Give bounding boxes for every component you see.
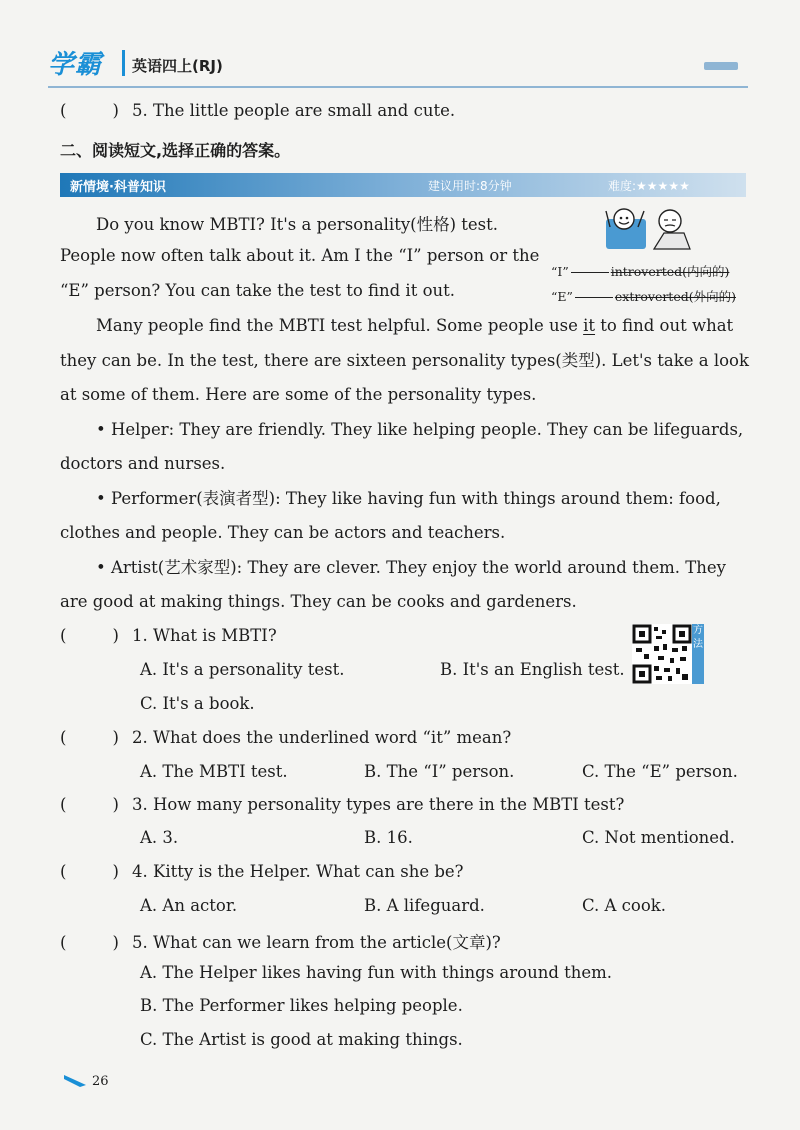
answer-blank[interactable]: ( ) xyxy=(60,101,119,120)
note-extroverted: “E” extroverted(外向的) xyxy=(551,289,736,304)
bullet-helper: • Helper: They are friendly. They like helping people. They can be lifeguards, doctors and nurses. xyxy=(60,419,744,473)
question-4: ( ) 4. Kitty is the Helper. What can she be? xyxy=(60,862,464,881)
question-2: ( ) 2. What does the underlined word “it” mean? xyxy=(60,728,512,747)
banner-tag: 新情境·科普知识 xyxy=(70,180,166,195)
question-text: 5. The little people are small and cute. xyxy=(132,101,456,120)
option-a: A. An actor. xyxy=(140,896,238,915)
bullet-performer: • Performer(表演者型): They like having fun with things around them: food, clothes and people. They can be actors and teachers. xyxy=(60,488,721,542)
section-title: 二、阅读短文,选择正确的答案。 xyxy=(60,141,291,160)
question-5: ( ) 5. What can we learn from the article(文章)? xyxy=(60,933,501,952)
underlined-word: it xyxy=(583,316,596,335)
prev-question xyxy=(60,101,455,120)
option-a: A. The Helper likes having fun with things around them. xyxy=(140,963,613,982)
bullet-artist: • Artist(艺术家型): They are clever. They enjoy the world around them. They are good at making things. They can be cooks and gardeners. xyxy=(60,557,726,611)
qr-label: 方法 xyxy=(692,624,704,684)
option-c: C. The “E” person. xyxy=(582,762,738,781)
header-divider xyxy=(122,50,125,76)
header-rule xyxy=(48,86,748,88)
passage-line: People now often talk about it. Am I the “I” person or the xyxy=(60,246,540,265)
option-c: C. Not mentioned. xyxy=(582,828,735,847)
option-c: C. It's a book. xyxy=(140,694,255,713)
option-a: A. The MBTI test. xyxy=(140,762,288,781)
brand-logo: 学霸 xyxy=(48,50,103,80)
passage-line: Do you know MBTI? It's a personality(性格) test. xyxy=(96,215,499,234)
option-b: B. A lifeguard. xyxy=(364,896,485,915)
personality-illustration-icon xyxy=(604,205,692,251)
passage-line: “E” person? You can take the test to find it out. xyxy=(60,281,456,300)
answer-blank[interactable]: ( ) xyxy=(60,626,119,645)
passage-body xyxy=(60,309,750,620)
option-b: B. The Performer likes helping people. xyxy=(140,996,463,1015)
suggested-time: 建议用时:8分钟 xyxy=(428,179,512,193)
question-3: ( ) 3. How many personality types are there in the MBTI test? xyxy=(60,795,625,814)
page-number: 26 xyxy=(92,1074,109,1089)
answer-blank[interactable]: ( ) xyxy=(60,933,119,952)
option-a: A. It's a personality test. xyxy=(140,660,345,679)
page-header xyxy=(48,40,748,84)
difficulty-rating: 难度:★★★★★ xyxy=(608,179,690,193)
option-c: C. The Artist is good at making things. xyxy=(140,1030,463,1049)
page-corner-icon xyxy=(64,1073,88,1087)
option-c: C. A cook. xyxy=(582,896,667,915)
option-b: B. It's an English test. xyxy=(440,660,625,679)
answer-blank[interactable]: ( ) xyxy=(60,728,119,747)
option-b: B. The “I” person. xyxy=(364,762,515,781)
answer-blank[interactable]: ( ) xyxy=(60,862,119,881)
book-title: 英语四上(RJ) xyxy=(132,57,223,75)
qr-code-icon[interactable] xyxy=(632,624,692,684)
option-b: B. 16. xyxy=(364,828,413,847)
header-decoration xyxy=(704,62,738,70)
passage-paragraph: Many people find the MBTI test helpful. Some people use it to find out what they can be. In the test, there are sixteen personality types(类型). Let's take a look at some of them. Here are some of the personality types. xyxy=(60,316,749,404)
section-banner xyxy=(60,173,746,197)
answer-blank[interactable]: ( ) xyxy=(60,795,119,814)
question-1: ( ) 1. What is MBTI? xyxy=(60,626,277,645)
option-a: A. 3. xyxy=(140,828,179,847)
note-introverted: “I” introverted(内向的) xyxy=(551,264,730,279)
